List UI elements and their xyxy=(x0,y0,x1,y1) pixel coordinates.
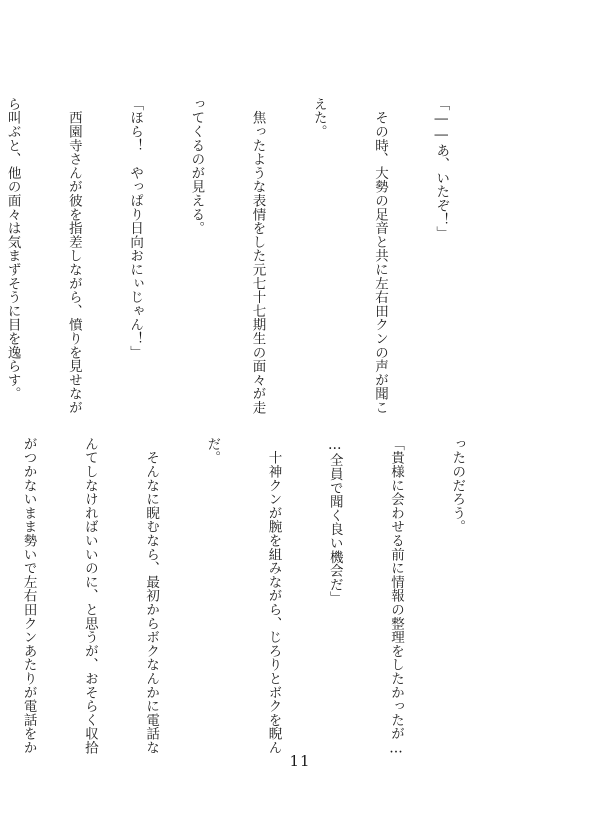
text-line: んてしなければいいのに、と思うが、おそらく収拾 xyxy=(81,437,98,755)
text-line: ってくるのが見える。 xyxy=(188,97,205,235)
text-line: 「ほら！ やっぱり日向おにぃじゃん！」 xyxy=(127,97,144,360)
text-line: 「貴様に会わせる前に情報の整理をしたかったが… xyxy=(387,437,404,757)
lower-text-column xyxy=(20,437,508,757)
upper-text-column xyxy=(4,97,492,415)
text-line: だ。 xyxy=(204,437,221,465)
text-line: えた。 xyxy=(310,97,327,139)
text-line: ら叫ぶと、他の面々は気まずそうに目を逸らす。 xyxy=(4,97,21,401)
text-line: 「――あ、いたぞ！」 xyxy=(433,97,450,240)
text-line: がつかないまま勢いで左右田クンあたりが電話をか xyxy=(20,437,37,755)
text-line: 十神クンが腕を組みながら、じろりとボクを睨ん xyxy=(265,437,282,755)
text-line: 西園寺さんが彼を指差しながら、憤りを見せなが xyxy=(65,97,82,415)
text-line: ったのだろう。 xyxy=(449,437,466,534)
text-line: その時、大勢の足音と共に左右田クンの声が聞こ xyxy=(371,97,388,415)
text-line: そんなに睨むなら、最初からボクなんかに電話な xyxy=(143,437,160,755)
text-line: 焦ったような表情をした元七十七期生の面々が走 xyxy=(249,97,266,415)
text-line: …全員で聞く良い機会だ」 xyxy=(326,437,343,606)
page-number: 11 xyxy=(289,752,311,770)
